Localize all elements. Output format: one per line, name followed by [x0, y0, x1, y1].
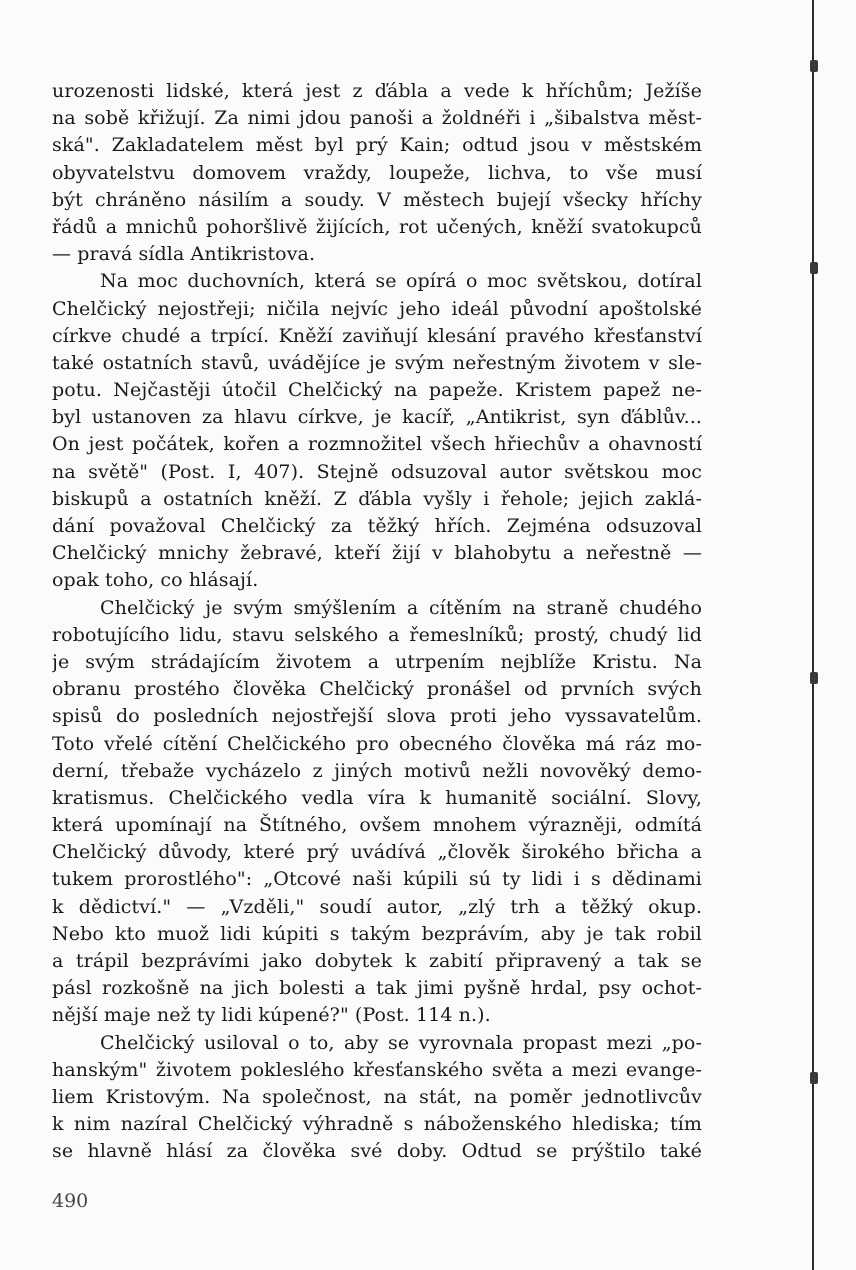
- text-line: obranu prostého člověka Chelčický pronášel od prvních svých: [52, 678, 702, 701]
- paragraph: [52, 268, 702, 594]
- text-line: Chelčický mnichy žebravé, kteří žijí v blahobytu a neřestně —: [52, 542, 702, 565]
- text-line: derní, třebaže vycházelo z jiných motivů nežli novověký demo-: [52, 759, 702, 782]
- text-line: k nim nazíral Chelčický výhradně s náboženského hlediska; tím: [52, 1113, 702, 1136]
- text-line: která upomínají na Štítného, ovšem mnohem výrazněji, odmítá: [52, 814, 702, 837]
- text-line: na světě" (Post. I, 407). Stejně odsuzoval autor světskou moc: [52, 460, 702, 483]
- text-line: dání považoval Chelčický za těžký hřích. Zejména odsuzoval: [52, 515, 702, 537]
- text-line: ská". Zakladatelem měst byl prý Kain; odtud jsou v městském: [52, 134, 702, 157]
- text-line: robotujícího lidu, stavu selského a řemeslníků; prostý, chudý lid: [52, 623, 702, 646]
- text-line: — pravá sídla Antikristova.: [52, 243, 316, 266]
- text-line: Toto vřelé cítění Chelčického pro obecného člověka má ráz mo-: [52, 732, 702, 755]
- paragraph: [52, 78, 702, 268]
- text-line: Nebo kto muož lidi kúpiti s takým bezprávím, aby je tak robil: [52, 922, 702, 945]
- text-line: na sobě křižují. Za nimi jdou panoši a žoldnéři i „šibalstva měst-: [52, 107, 702, 130]
- text-line: potu. Nejčastěji útočil Chelčický na papeže. Kristem papež ne-: [52, 379, 702, 402]
- text-line: biskupů a ostatních kněží. Z ďábla vyšly i řehole; jejich zaklá-: [52, 487, 702, 510]
- text-line: Chelčický nejostřeji; ničila nejvíc jeho ideál původní apoštolské: [52, 297, 702, 320]
- text-line: také ostatních stavů, uvádějíce je svým neřestným životem v sle-: [52, 351, 702, 374]
- text-line: Chelčický je svým smýšlením a cítěním na straně chudého: [100, 596, 702, 619]
- text-line: tukem prorostlého": „Otcové naši kúpili sú ty lidi i s dědinami: [52, 868, 702, 891]
- text-line: byl ustanoven za hlavu církve, je kacíř, „Antikrist, syn ďáblův...: [52, 406, 702, 429]
- binding-mark: [810, 262, 818, 274]
- text-line: Chelčický důvody, které prý uvádívá „člověk širokého břicha a: [52, 841, 702, 864]
- text-line: liem Kristovým. Na společnost, na stát, na poměr jednotlivcův: [52, 1085, 702, 1108]
- paragraph: [52, 595, 702, 1030]
- body-text: [52, 78, 702, 1166]
- text-line: urozenosti lidské, která jest z ďábla a vede k hříchům; Ježíše: [52, 80, 702, 102]
- text-line: k dědictví." — „Vzděli," soudí autor, „zlý trh a těžký okup.: [52, 895, 702, 918]
- text-line: obyvatelstvu domovem vraždy, loupeže, lichva, to vše musí: [52, 161, 702, 184]
- text-line: On jest počátek, kořen a rozmnožitel všech hřiechův a ohavností: [52, 433, 702, 456]
- text-line: hanským" životem pokleslého křesťanského světa a mezi evange-: [52, 1058, 702, 1081]
- text-line: nější maje než ty lidi kúpené?" (Post. 114 n.).: [52, 1004, 491, 1027]
- text-line: Na moc duchovních, která se opírá o moc světskou, dotíral: [100, 270, 702, 293]
- text-line: církve chudé a trpící. Kněží zaviňují klesání pravého křesťanství: [52, 324, 702, 347]
- text-line: pásl rozkošně na jich bolesti a tak jimi pyšně hrdal, psy ochot-: [52, 977, 702, 1000]
- text-line: je svým strádajícím životem a utrpením nejblíže Kristu. Na: [52, 650, 702, 673]
- text-line: a trápil bezprávími jako dobytek k zabití připravený a tak se: [52, 950, 702, 972]
- text-line: kratismus. Chelčického vedla víra k humanitě sociální. Slovy,: [52, 786, 702, 809]
- page-number: 490: [52, 1190, 89, 1212]
- paragraph: [52, 1030, 702, 1166]
- binding-mark: [810, 60, 818, 72]
- text-line: opak toho, co hlásají.: [52, 569, 259, 592]
- text-line: být chráněno násilím a soudy. V městech bujejí všecky hříchy: [52, 188, 702, 211]
- text-line: řádů a mnichů pohoršlivě žijících, rot učených, kněží svatokupců: [52, 215, 702, 238]
- text-line: se hlavně hlásí za člověka své doby. Odtud se prýštilo také: [52, 1140, 702, 1163]
- text-line: Chelčický usiloval o to, aby se vyrovnala propast mezi „po-: [100, 1031, 702, 1054]
- binding-mark: [810, 1072, 818, 1084]
- binding-mark: [810, 672, 818, 684]
- text-line: spisů do posledních nejostřejší slova proti jeho vyssavatelům.: [52, 705, 702, 728]
